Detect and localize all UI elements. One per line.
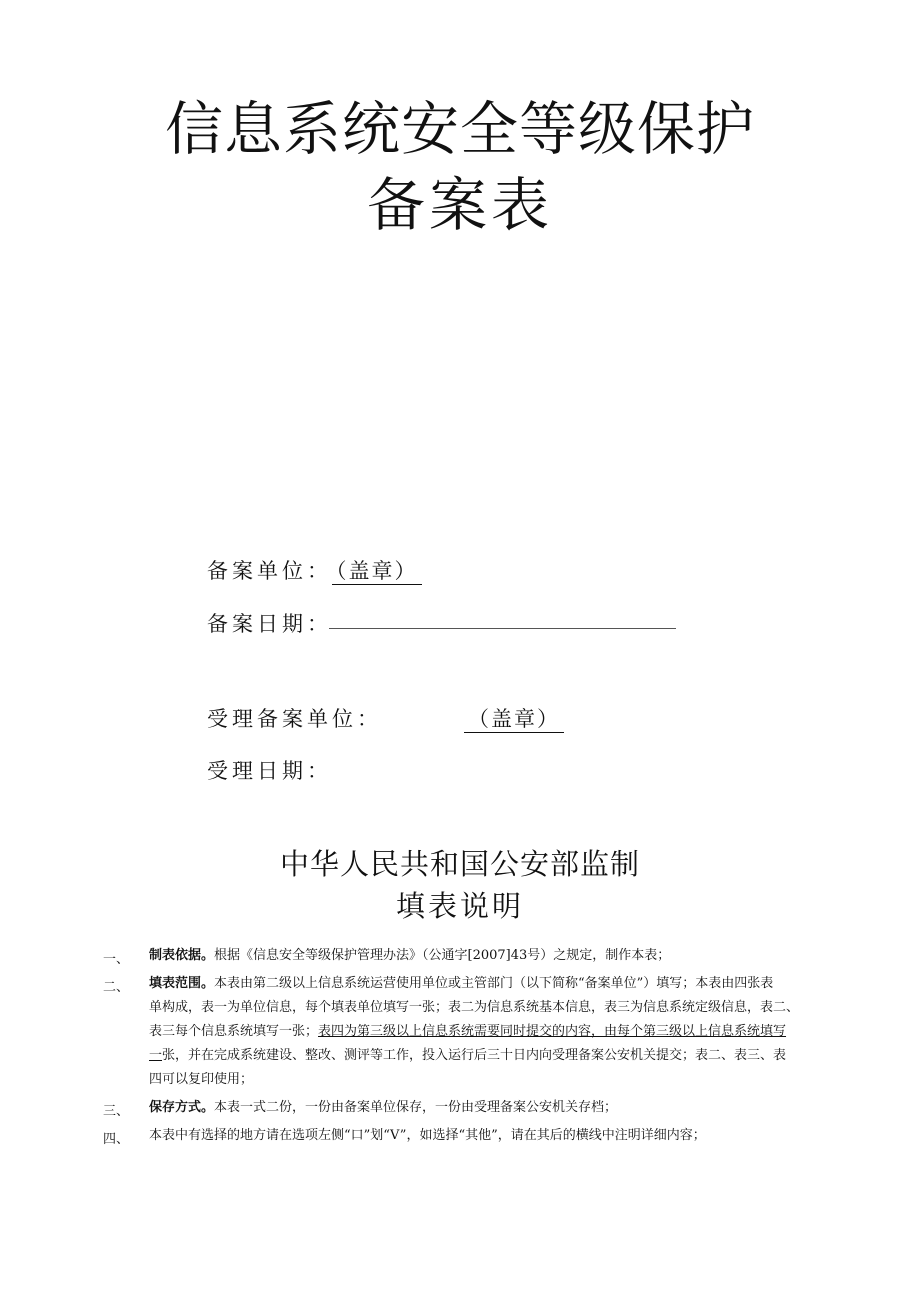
- accepting-date-field: [207, 755, 332, 785]
- instruction-3-heading: 保存方式。: [149, 1100, 215, 1115]
- instruction-2-line5: 四可以复印使用；: [149, 1072, 254, 1087]
- instruction-1-number: 一、: [103, 952, 130, 967]
- accepting-unit-label: 受理备案单位：: [207, 707, 382, 731]
- filing-date-blank-line: [329, 628, 676, 629]
- filing-date-field: [207, 608, 332, 638]
- instruction-2-line3-underlined: 表四为第三级以上信息系统需要同时提交的内容，由每个第三级以上信息系统填写: [318, 1024, 787, 1039]
- filing-unit-seal: （盖章）: [332, 559, 422, 585]
- instruction-2-line1-text: 本表由第二级以上信息系统运营使用单位或主管部门（以下简称“备案单位”）填写；本表由四张表: [214, 976, 774, 991]
- filing-unit-label: 备案单位：: [207, 559, 332, 583]
- instruction-2-line4: [149, 1044, 786, 1068]
- instruction-2-heading: 填表范围。: [149, 976, 215, 991]
- instruction-2-line4-rest: 张，并在完成系统建设、整改、测评等工作，投入运行后三十日内向受理备案公安机关提交；表二、表三、表: [162, 1048, 787, 1063]
- instructions-title: 填表说明: [395, 889, 524, 923]
- instruction-3-text: [149, 1096, 617, 1120]
- accepting-unit-field: [207, 703, 382, 733]
- document-title-line2: 备案表: [366, 171, 553, 239]
- instruction-2-line2: 单构成，表一为单位信息，每个填表单位填写一张；表二为信息系统基本信息，表三为信息系统定级信息，表二、: [149, 1000, 800, 1015]
- instruction-3-body: 本表一式二份，一份由备案单位保存，一份由受理备案公安机关存档；: [214, 1100, 618, 1115]
- accepting-date-label: 受理日期：: [207, 759, 332, 783]
- instruction-1-text: [149, 944, 670, 968]
- instruction-4-number: 四、: [103, 1132, 130, 1147]
- instruction-2-line1: [149, 972, 773, 996]
- document-title-line1: 信息系统安全等级保护: [164, 95, 755, 163]
- instruction-2-number: 二、: [103, 980, 130, 995]
- instruction-2-line4-underlined: 一: [149, 1048, 163, 1063]
- instruction-2-line3-plain: 表三每个信息系统填写一张；: [149, 1024, 319, 1039]
- instruction-4-text: 本表中有选择的地方请在选项左侧“口”划“V”，如选择“其他”，请在其后的横线中注明详细内容；: [149, 1128, 706, 1143]
- filing-unit-field: [207, 555, 422, 585]
- accepting-unit-seal-wrap: [464, 703, 564, 733]
- instruction-1-heading: 制表依据。: [149, 948, 215, 963]
- instruction-2-line3: [149, 1020, 786, 1044]
- instruction-1-body: 根据《信息安全等级保护管理办法》（公通字[2007]43号）之规定，制作本表；: [214, 948, 671, 963]
- filing-date-label: 备案日期：: [207, 612, 332, 636]
- issuer-line: 中华人民共和国公安部监制: [279, 847, 640, 881]
- instruction-3-number: 三、: [103, 1104, 130, 1119]
- accepting-unit-seal: （盖章）: [464, 707, 564, 733]
